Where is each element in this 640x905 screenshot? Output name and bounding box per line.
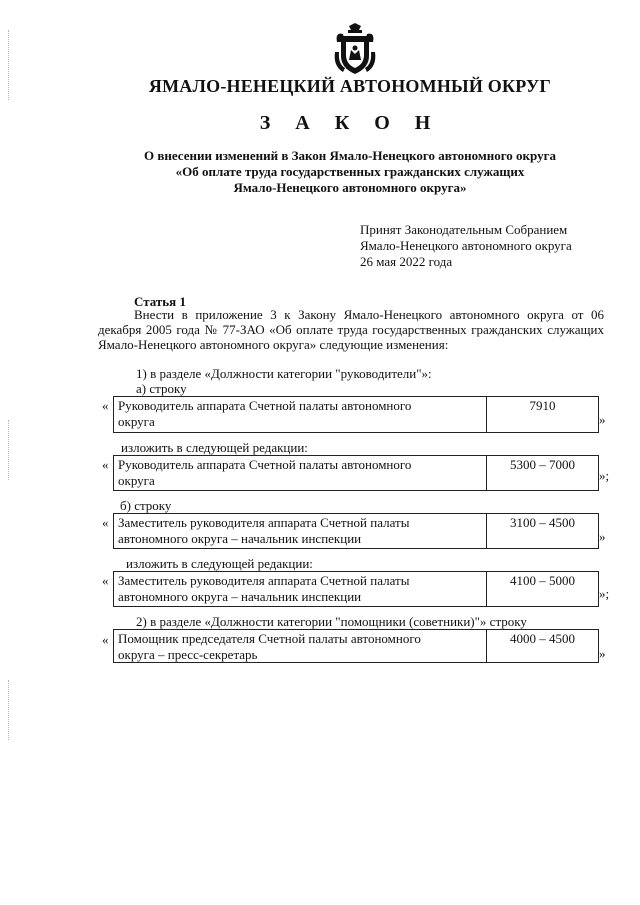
- salary-range-cell: 7910: [529, 398, 556, 413]
- salary-range-cell: 3100 – 4500: [510, 515, 575, 530]
- item-2: 2) в разделе «Должности категории "помощники (советники)"» строку: [136, 614, 527, 629]
- close-quote: »: [599, 412, 606, 427]
- restate-label: изложить в следующей редакции:: [121, 440, 308, 455]
- salary-range-cell: 4100 – 5000: [510, 573, 575, 588]
- subject-line: «Об оплате труда государственных гражданских служащих: [175, 164, 525, 179]
- close-quote-semicolon: »;: [599, 586, 610, 601]
- item-1a: а) строку: [136, 381, 187, 396]
- salary-range-cell: 5300 – 7000: [510, 457, 575, 472]
- open-quote: «: [102, 632, 109, 647]
- position-name-line: Руководитель аппарата Счетной палаты автономного: [118, 398, 412, 413]
- law-subject: [80, 148, 620, 196]
- restate-label: изложить в следующей редакции:: [126, 556, 313, 571]
- salary-range-cell: 4000 – 4500: [510, 631, 575, 646]
- salary-table-row: [113, 571, 599, 607]
- open-quote: «: [102, 573, 109, 588]
- salary-table-row: [113, 629, 599, 663]
- article-intro: Внести в приложение 3 к Закону Ямало-Ненецкого автономного округа от 06 декабря 2005 года № 77-ЗАО «Об оплате труда государственных гражданских служащих Ямало-Ненецкого автономного округа» следующие изменения:: [98, 307, 604, 352]
- subject-line: Ямало-Ненецкого автономного округа»: [233, 180, 467, 195]
- coat-of-arms-icon: [331, 22, 379, 78]
- region-title: ЯМАЛО-НЕНЕЦКИЙ АВТОНОМНЫЙ ОКРУГ: [148, 76, 552, 96]
- position-name-line: Помощник председателя Счетной палаты автономного: [118, 631, 421, 646]
- position-name-line: автономного округа – начальник инспекции: [118, 589, 362, 604]
- position-name-cell: [114, 630, 487, 662]
- salary-table-row: [113, 513, 599, 549]
- open-quote: «: [102, 398, 109, 413]
- document-type-title: З А К О Н: [259, 112, 441, 134]
- scan-margin-mark: [8, 680, 11, 740]
- position-name-line: Заместитель руководителя аппарата Счетной палаты: [118, 515, 410, 530]
- item-1: 1) в разделе «Должности категории "руководители"»:: [136, 366, 432, 381]
- open-quote: «: [102, 457, 109, 472]
- salary-table-row: [113, 396, 599, 433]
- adoption-line: Принят Законодательным Собранием: [360, 222, 568, 237]
- position-name-line: округа: [118, 414, 155, 429]
- position-name-cell: [114, 397, 487, 432]
- position-name-line: Руководитель аппарата Счетной палаты автономного: [118, 457, 412, 472]
- close-quote: »: [599, 646, 606, 661]
- close-quote-semicolon: »;: [599, 468, 610, 483]
- position-name-line: округа: [118, 473, 155, 488]
- position-name-line: автономного округа – начальник инспекции: [118, 531, 362, 546]
- subject-line: О внесении изменений в Закон Ямало-Ненецкого автономного округа: [143, 148, 556, 163]
- adoption-date: 26 мая 2022 года: [360, 254, 453, 269]
- position-name-line: Заместитель руководителя аппарата Счетной палаты: [118, 573, 410, 588]
- adoption-line: Ямало-Ненецкого автономного округа: [360, 238, 572, 253]
- open-quote: «: [102, 515, 109, 530]
- salary-table-row: [113, 455, 599, 491]
- position-name-line: округа – пресс-секретарь: [118, 647, 258, 662]
- scan-margin-mark: [8, 30, 11, 100]
- position-name-cell: [114, 572, 487, 606]
- position-name-cell: [114, 456, 487, 490]
- close-quote: »: [599, 529, 606, 544]
- adoption-note: [360, 222, 572, 270]
- item-1b: б) строку: [120, 498, 172, 513]
- position-name-cell: [114, 514, 487, 548]
- article-title: Статья 1: [134, 294, 186, 309]
- scan-margin-mark: [8, 420, 11, 480]
